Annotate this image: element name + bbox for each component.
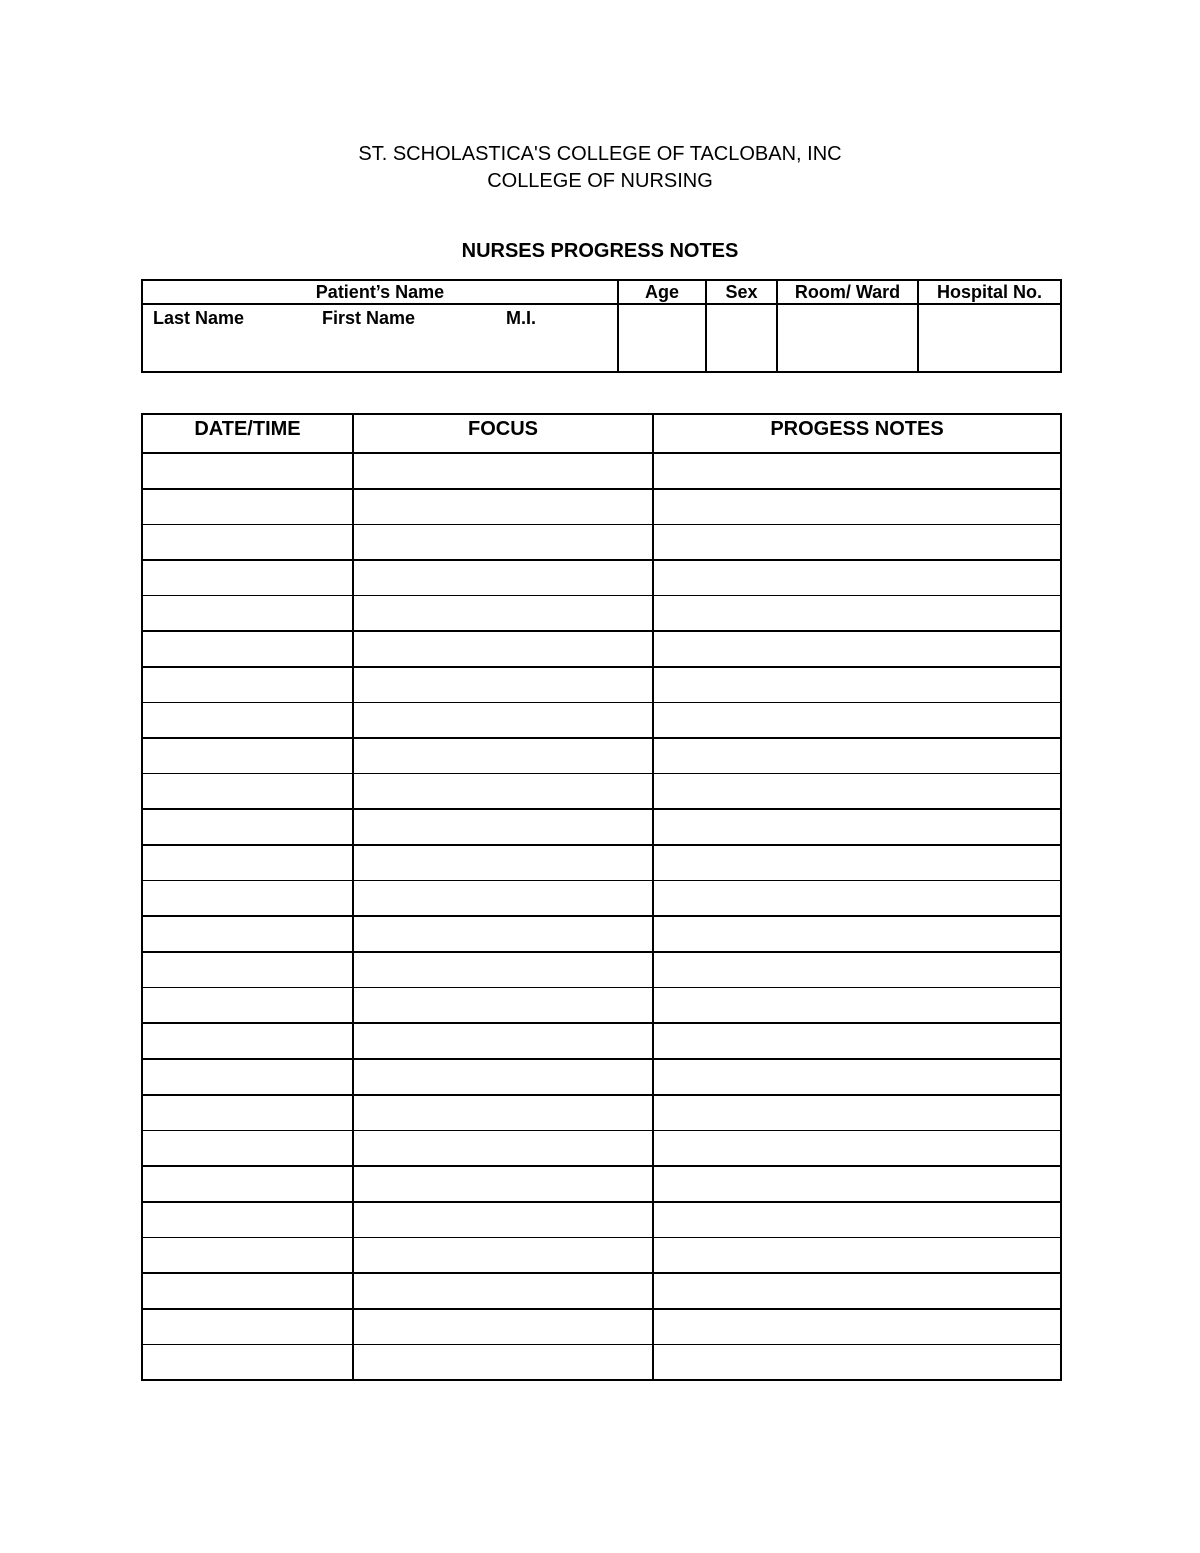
notes-row (142, 809, 1061, 845)
focus-cell[interactable] (353, 1166, 653, 1202)
patient-info-table (141, 279, 1062, 373)
progress-notes-cell[interactable] (653, 1059, 1061, 1095)
notes-row (142, 1238, 1061, 1274)
progress-notes-cell[interactable] (653, 703, 1061, 739)
date-time-cell[interactable] (142, 988, 353, 1024)
progress-notes-cell[interactable] (653, 631, 1061, 667)
date-time-cell[interactable] (142, 1166, 353, 1202)
progress-notes-cell[interactable] (653, 1309, 1061, 1345)
focus-cell[interactable] (353, 1023, 653, 1059)
focus-cell[interactable] (353, 916, 653, 952)
focus-cell[interactable] (353, 1238, 653, 1274)
notes-row (142, 1131, 1061, 1167)
progress-notes-cell[interactable] (653, 453, 1061, 489)
focus-cell[interactable] (353, 560, 653, 596)
progress-notes-cell[interactable] (653, 988, 1061, 1024)
first-name-label: First Name (322, 308, 416, 328)
notes-row (142, 631, 1061, 667)
date-time-cell[interactable] (142, 916, 353, 952)
progress-notes-cell[interactable] (653, 1238, 1061, 1274)
notes-row (142, 596, 1061, 632)
hospital-no-header: Hospital No. (918, 280, 1061, 304)
progress-notes-header: PROGESS NOTES (653, 414, 1061, 453)
date-time-cell[interactable] (142, 1273, 353, 1309)
patient-name-header: Patient’s Name (142, 280, 618, 304)
focus-header: FOCUS (353, 414, 653, 453)
notes-row (142, 453, 1061, 489)
date-time-cell[interactable] (142, 1202, 353, 1238)
department-name: COLLEGE OF NURSING (487, 170, 713, 192)
notes-row (142, 1095, 1061, 1131)
focus-cell[interactable] (353, 703, 653, 739)
focus-cell[interactable] (353, 845, 653, 881)
focus-cell[interactable] (353, 1131, 653, 1167)
middle-initial-label: M.I. (506, 308, 536, 328)
hospital-no-field[interactable] (918, 304, 1061, 372)
notes-row (142, 1023, 1061, 1059)
date-time-cell[interactable] (142, 1095, 353, 1131)
focus-cell[interactable] (353, 667, 653, 703)
patient-name-field[interactable] (142, 304, 618, 372)
age-field[interactable] (618, 304, 706, 372)
date-time-cell[interactable] (142, 453, 353, 489)
date-time-cell[interactable] (142, 952, 353, 988)
date-time-header: DATE/TIME (142, 414, 353, 453)
progress-notes-cell[interactable] (653, 1345, 1061, 1381)
notes-row (142, 1273, 1061, 1309)
focus-cell[interactable] (353, 738, 653, 774)
date-time-cell[interactable] (142, 1309, 353, 1345)
progress-notes-cell[interactable] (653, 667, 1061, 703)
progress-notes-cell[interactable] (653, 1023, 1061, 1059)
notes-row (142, 738, 1061, 774)
notes-row (142, 560, 1061, 596)
focus-cell[interactable] (353, 809, 653, 845)
notes-row (142, 1166, 1061, 1202)
date-time-cell[interactable] (142, 631, 353, 667)
notes-row (142, 1345, 1061, 1381)
sex-header: Sex (706, 280, 777, 304)
progress-notes-rows (142, 453, 1061, 1380)
progress-notes-cell[interactable] (653, 525, 1061, 561)
progress-notes-cell[interactable] (653, 1202, 1061, 1238)
focus-cell[interactable] (353, 881, 653, 917)
progress-notes-cell[interactable] (653, 952, 1061, 988)
focus-cell[interactable] (353, 1345, 653, 1381)
date-time-cell[interactable] (142, 1059, 353, 1095)
progress-notes-cell[interactable] (653, 489, 1061, 525)
notes-row (142, 881, 1061, 917)
progress-notes-cell[interactable] (653, 1166, 1061, 1202)
date-time-cell[interactable] (142, 881, 353, 917)
date-time-cell[interactable] (142, 525, 353, 561)
progress-notes-cell[interactable] (653, 1131, 1061, 1167)
focus-cell[interactable] (353, 1273, 653, 1309)
focus-cell[interactable] (353, 774, 653, 810)
age-header: Age (618, 280, 706, 304)
focus-cell[interactable] (353, 1059, 653, 1095)
sex-field[interactable] (706, 304, 777, 372)
notes-row (142, 667, 1061, 703)
focus-cell[interactable] (353, 525, 653, 561)
progress-notes-cell[interactable] (653, 774, 1061, 810)
focus-cell[interactable] (353, 952, 653, 988)
focus-cell[interactable] (353, 596, 653, 632)
notes-row (142, 1059, 1061, 1095)
date-time-cell[interactable] (142, 809, 353, 845)
notes-row (142, 1309, 1061, 1345)
focus-cell[interactable] (353, 988, 653, 1024)
room-ward-field[interactable] (777, 304, 918, 372)
notes-row (142, 489, 1061, 525)
progress-notes-cell[interactable] (653, 916, 1061, 952)
notes-row (142, 952, 1061, 988)
progress-notes-table (141, 413, 1062, 1381)
institution-name: ST. SCHOLASTICA'S COLLEGE OF TACLOBAN, INC (358, 143, 842, 165)
focus-cell[interactable] (353, 1202, 653, 1238)
date-time-cell[interactable] (142, 560, 353, 596)
focus-cell[interactable] (353, 489, 653, 525)
progress-notes-cell[interactable] (653, 560, 1061, 596)
progress-notes-cell[interactable] (653, 881, 1061, 917)
notes-row (142, 525, 1061, 561)
progress-notes-cell[interactable] (653, 1095, 1061, 1131)
notes-row (142, 703, 1061, 739)
progress-notes-cell[interactable] (653, 738, 1061, 774)
progress-notes-cell[interactable] (653, 845, 1061, 881)
date-time-cell[interactable] (142, 845, 353, 881)
date-time-cell[interactable] (142, 1023, 353, 1059)
date-time-cell[interactable] (142, 774, 353, 810)
notes-row (142, 845, 1061, 881)
form-title: NURSES PROGRESS NOTES (461, 240, 739, 262)
date-time-cell[interactable] (142, 596, 353, 632)
date-time-cell[interactable] (142, 1238, 353, 1274)
focus-cell[interactable] (353, 1309, 653, 1345)
progress-notes-cell[interactable] (653, 809, 1061, 845)
progress-notes-cell[interactable] (653, 1273, 1061, 1309)
date-time-cell[interactable] (142, 1131, 353, 1167)
date-time-cell[interactable] (142, 489, 353, 525)
room-ward-header: Room/ Ward (777, 280, 918, 304)
focus-cell[interactable] (353, 1095, 653, 1131)
notes-row (142, 988, 1061, 1024)
date-time-cell[interactable] (142, 703, 353, 739)
focus-cell[interactable] (353, 453, 653, 489)
notes-row (142, 916, 1061, 952)
date-time-cell[interactable] (142, 1345, 353, 1381)
date-time-cell[interactable] (142, 738, 353, 774)
date-time-cell[interactable] (142, 667, 353, 703)
notes-row (142, 774, 1061, 810)
progress-notes-cell[interactable] (653, 596, 1061, 632)
last-name-label: Last Name (153, 308, 245, 328)
notes-row (142, 1202, 1061, 1238)
focus-cell[interactable] (353, 631, 653, 667)
